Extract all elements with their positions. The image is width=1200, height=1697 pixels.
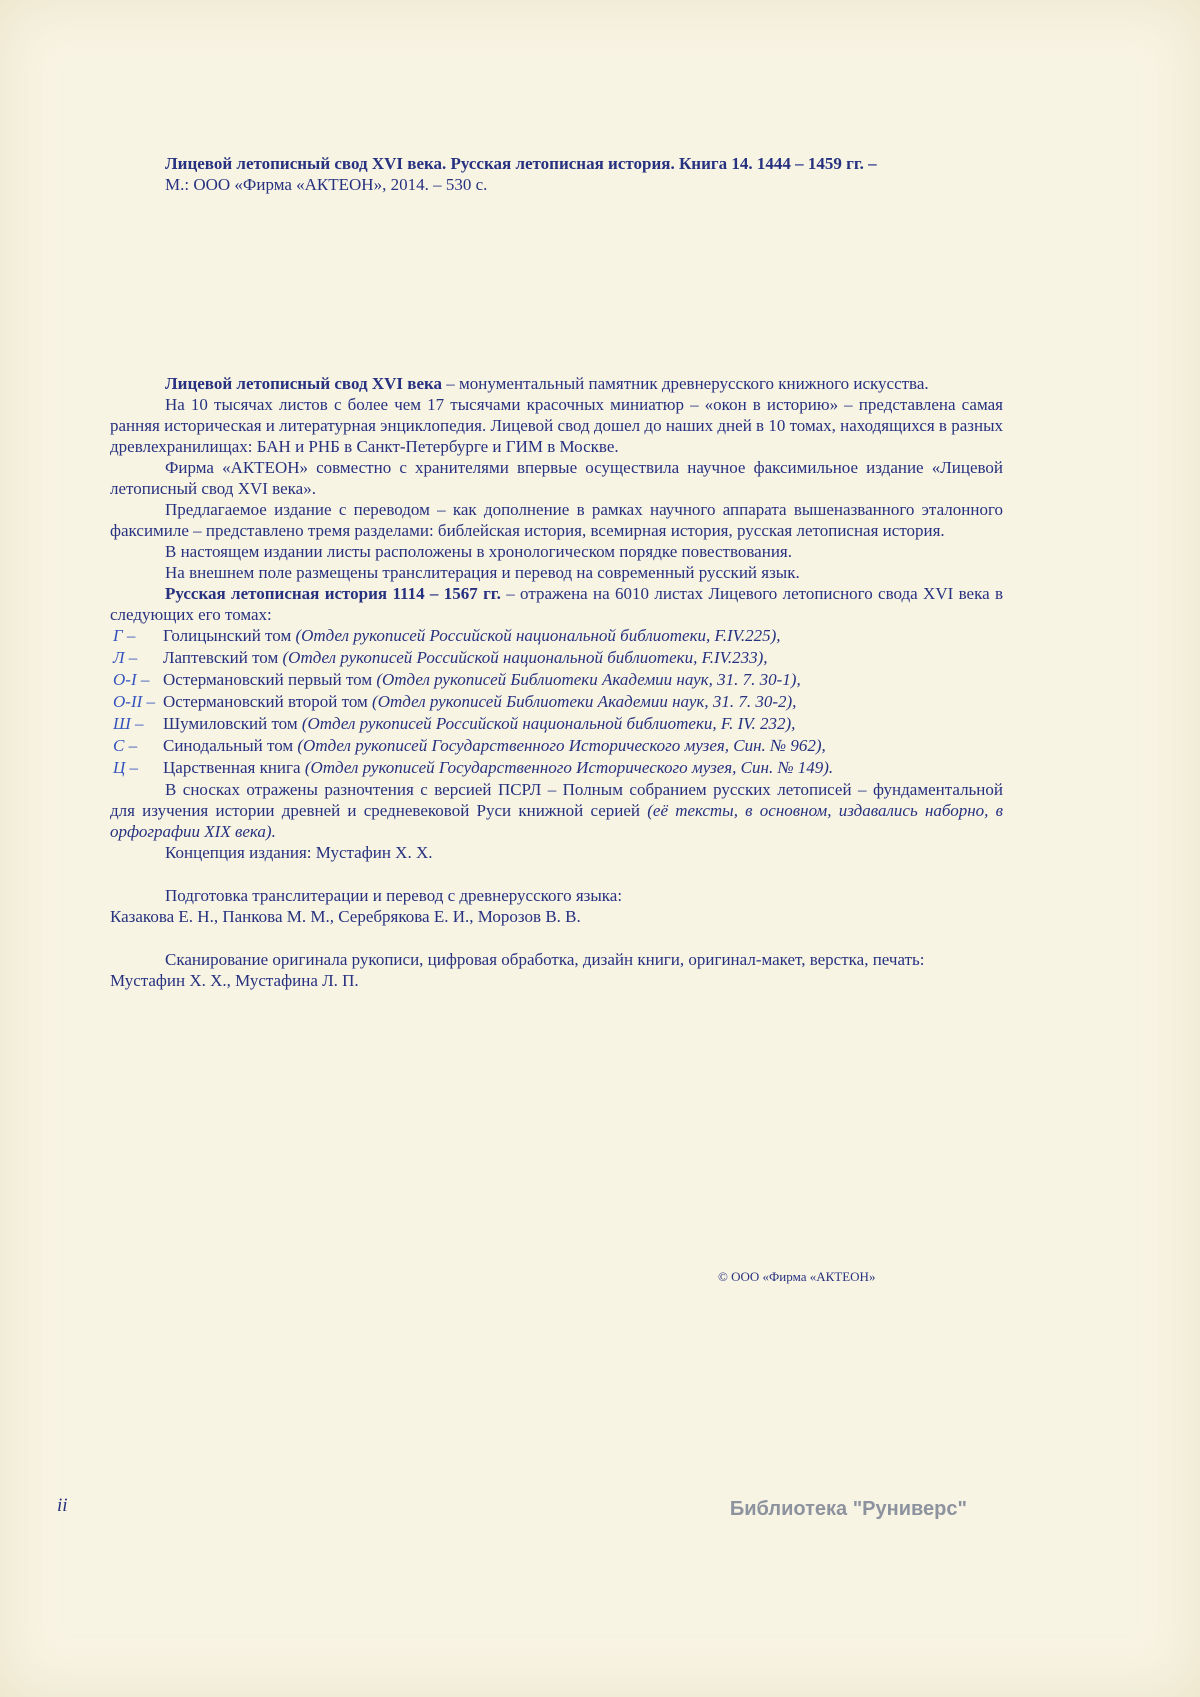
footnote-normal: В сносках отражены разночтения с версией ПСРЛ – Полным собранием русских летописей – фундаментальной для изучения истории древней и средневековой Руси книжной серией (110, 780, 1003, 820)
intro-paragraph-1 (110, 373, 1003, 394)
volume-row (110, 757, 1003, 779)
volume-letter: Ш – (113, 714, 144, 733)
volume-source: (Отдел рукописей Государственного Исторического музея, Син. № 149). (304, 758, 834, 777)
volume-name: Синодальный том (163, 736, 298, 755)
footnote-paragraph (110, 779, 1003, 842)
intro-paragraph-4: Предлагаемое издание с переводом – как дополнение в рамках научного аппарата вышеназванного эталонного факсимиле – представлено тремя разделами: библейская история, всемирная история, русская летописная история. (110, 500, 1003, 540)
credits-scanning (110, 949, 1003, 991)
footnote-italic: (её тексты, в основном, издавались наборно, в орфографии XIX века). (110, 801, 1003, 841)
volume-row (110, 647, 1003, 669)
volume-name: Остермановский первый том (163, 670, 377, 689)
intro-paragraph-6: На внешнем поле размещены транслитерация и перевод на современный русский язык. (165, 563, 800, 582)
volume-letter: Г – (113, 626, 136, 645)
volume-letter: Ц – (113, 758, 139, 777)
book-imprint: М.: ООО «Фирма «АКТЕОН», 2014. – 530 с. (165, 175, 488, 194)
volume-row (110, 713, 1003, 735)
library-watermark: Библиотека "Руниверс" (729, 1498, 967, 1520)
volume-letter: С – (113, 736, 138, 755)
volume-name: Голицынский том (163, 626, 296, 645)
intro-lead-bold: Лицевой летописный свод XVI века (165, 374, 443, 393)
credits-transliteration (110, 885, 1003, 927)
volume-source: (Отдел рукописей Государственного Исторического музея, Син. № 962), (297, 736, 826, 755)
volume-row (110, 735, 1003, 757)
intro-paragraph-5: В настоящем издании листы расположены в хронологическом порядке повествования. (165, 542, 792, 561)
volume-name: Шумиловский том (163, 714, 302, 733)
bibliographic-entry (165, 0, 1003, 195)
intro-lead-rest: – монументальный памятник древнерусского книжного искусства. (442, 374, 929, 393)
volume-letter: О-II – (113, 692, 156, 711)
volume-row (110, 691, 1003, 713)
credits-concept: Концепция издания: Мустафин Х. Х. (165, 843, 433, 862)
page-content (110, 0, 1003, 991)
intro-paragraph-2: На 10 тысячах листов с более чем 17 тысячами красочных миниатюр – «окон в историю» – представлена самая ранняя историческая и литературная энциклопедия. Лицевой свод дошел до наших дней в 10 томах, находящихся в разных древлехранилищах: БАН и РНБ в Санкт-Петербурге и ГИМ в Москве. (110, 395, 1003, 456)
book-title: Лицевой летописный свод XVI века. Русская летописная история. Книга 14. 1444 – 1459 гг. – (165, 154, 877, 173)
volume-source: (Отдел рукописей Библиотеки Академии наук, 31. 7. 30-1), (376, 670, 801, 689)
volume-name: Лаптевский том (163, 648, 283, 667)
credits-scan-names: Мустафин Х. Х., Мустафина Л. П. (110, 971, 359, 990)
volumes-lead-paragraph (110, 583, 1003, 625)
volumes-lead-bold: Русская летописная история 1114 – 1567 гг. (165, 584, 501, 603)
volumes-lead-rest: – отражена на 6010 листах Лицевого летописного свода XVI века в следующих его томах: (110, 584, 1003, 624)
volume-name: Остермановский второй том (163, 692, 373, 711)
volume-source: (Отдел рукописей Российской национальной библиотеки, F. IV. 232), (301, 714, 796, 733)
volume-letter: О-I – (113, 670, 150, 689)
credits-translit-title: Подготовка транслитерации и перевод с древнерусского языка: (165, 886, 623, 905)
page-number: ii (57, 1495, 68, 1516)
volume-source: (Отдел рукописей Российской национальной библиотеки, F.IV.225), (295, 626, 781, 645)
volume-row (110, 625, 1003, 647)
volume-letter: Л – (113, 648, 138, 667)
top-spacer (110, 195, 1003, 373)
volume-name: Царственная книга (163, 758, 305, 777)
volumes-list (110, 625, 1003, 779)
volume-row (110, 669, 1003, 691)
volume-source: (Отдел рукописей Российской национальной библиотеки, F.IV.233), (282, 648, 768, 667)
volume-source: (Отдел рукописей Библиотеки Академии наук, 31. 7. 30-2), (372, 692, 797, 711)
credits-translit-names: Казакова Е. Н., Панкова М. М., Серебрякова Е. И., Морозов В. В. (110, 907, 581, 926)
copyright-notice: © ООО «Фирма «АКТЕОН» (718, 1269, 876, 1284)
credits-scan-title: Сканирование оригинала рукописи, цифровая обработка, дизайн книги, оригинал-макет, верстка, печать: (165, 950, 925, 969)
intro-paragraph-3: Фирма «АКТЕОН» совместно с хранителями впервые осуществила научное факсимильное издание «Лицевой летописный свод XVI века». (110, 458, 1003, 498)
